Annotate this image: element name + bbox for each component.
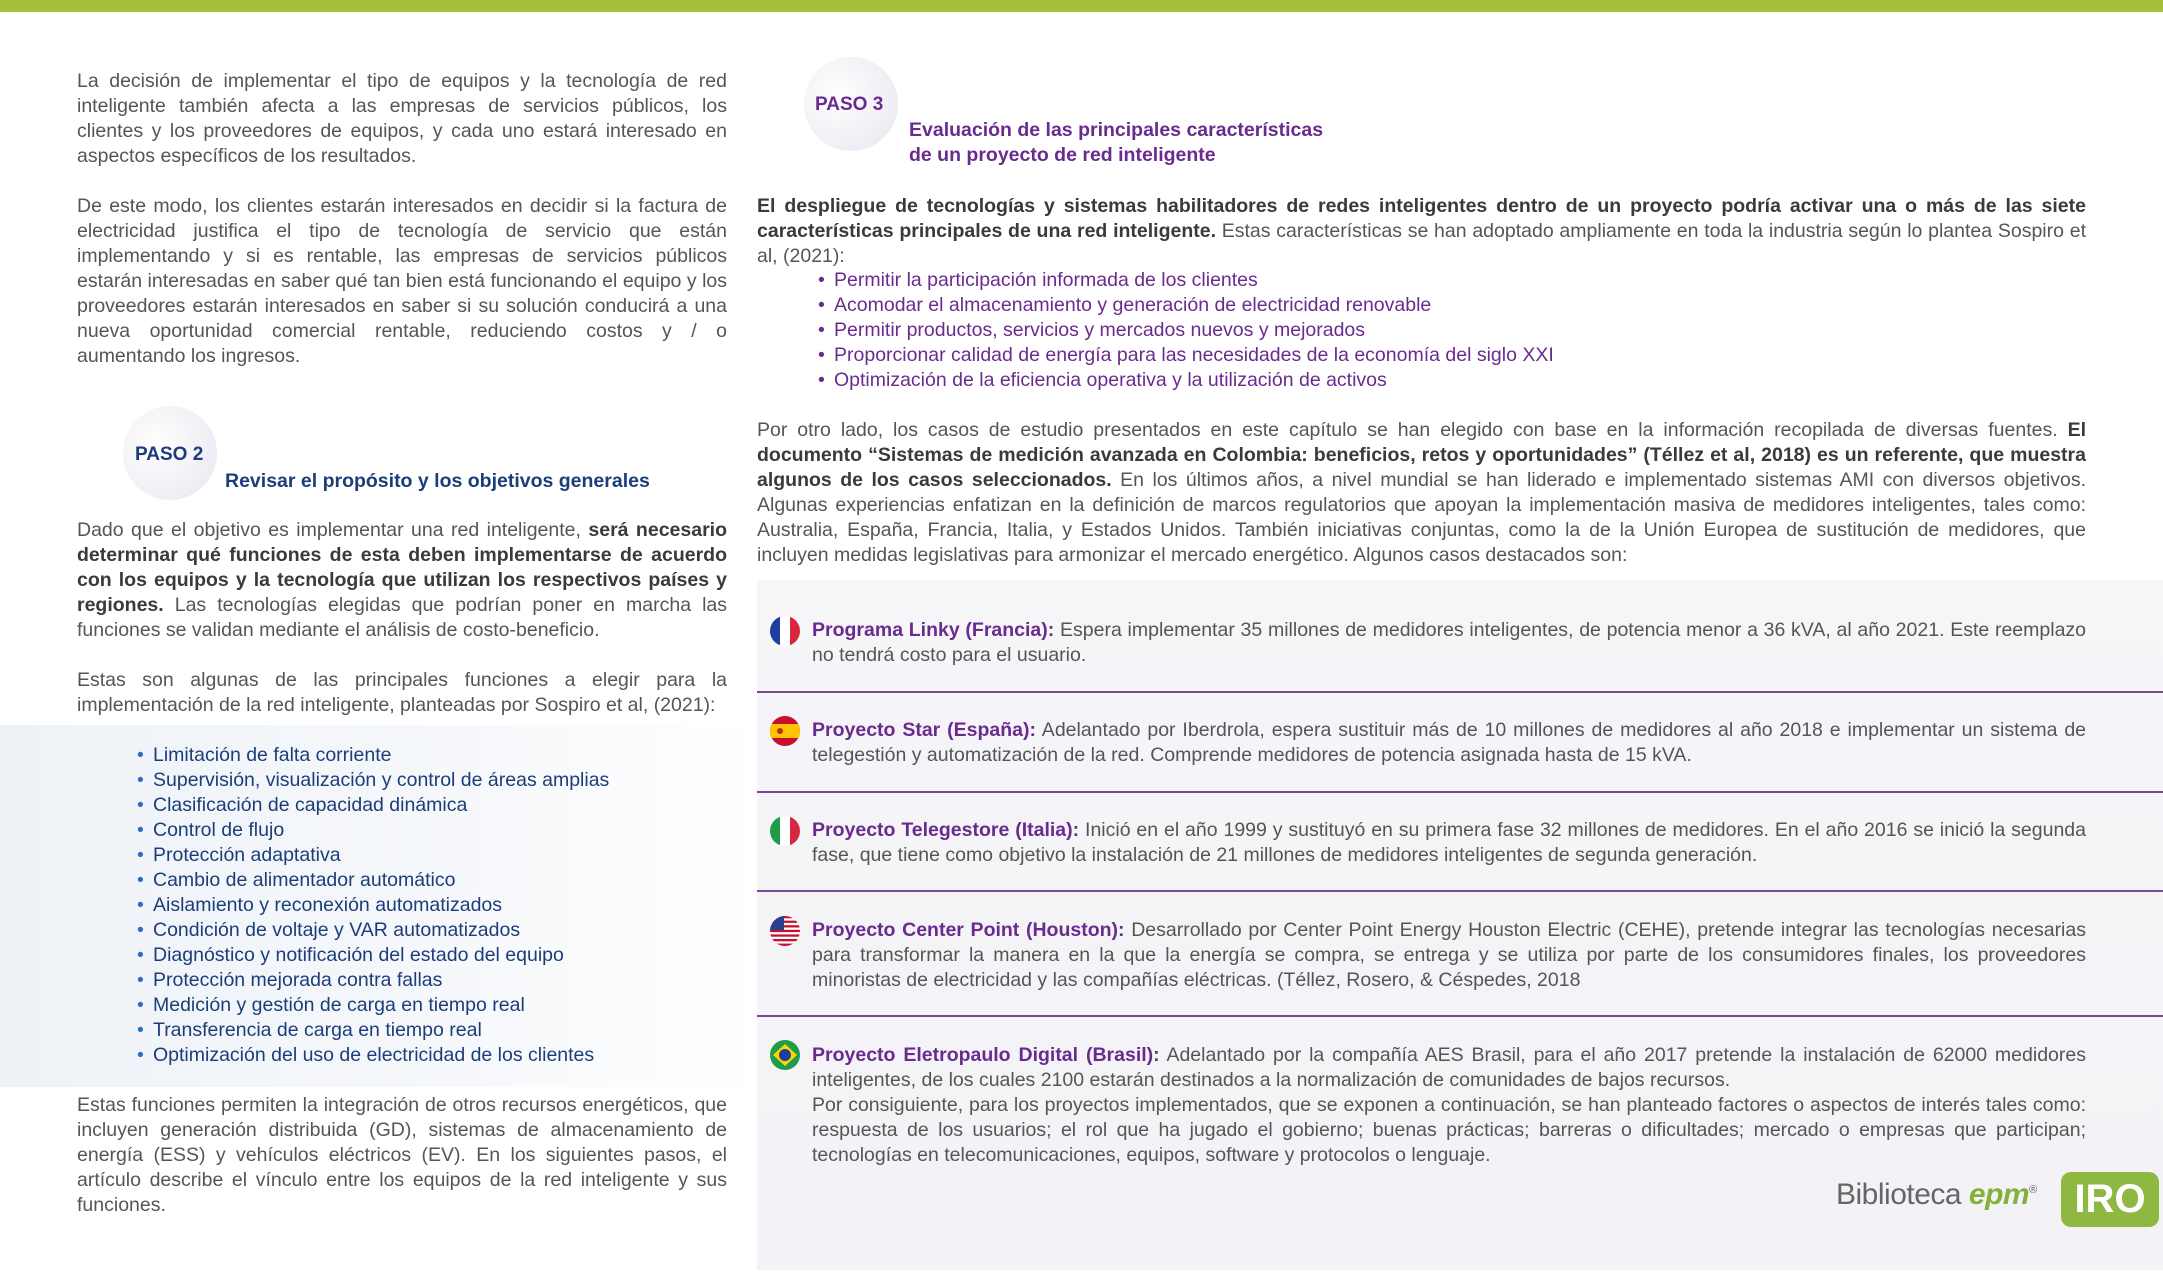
- case-studies-intro: Por otro lado, los casos de estudio presentados en este capítulo se han elegido con base en la información recopilada de diversas fuentes. El documento “Sistemas de medición avanzada en Colombia: beneficios, retos y oportunidades” (Téllez et al, 2018) es un referente, que muestra algunos de los casos seleccionados. En los últimos años, a nivel mundial se han liderado e implementado sistemas AMI con diversos objetivos. Algunas experiencias enfatizan en la definición de marcos regulatorios que apoyan la implementación masiva de medidores inteligentes, tales como: Australia, España, Francia, Italia, y Estados Unidos. También iniciativas conjuntas, como la de la Unión Europea de sustitución de medidores, que incluyen medidas legislativas para armonizar el mercado energético. Algunos casos destacados son:: [757, 419, 2086, 566]
- case-eletropaulo: Proyecto Eletropaulo Digital (Brasil): Adelantado por la compañía AES Brasil, para el año 2017 pretende la instalación de 62000 medidores inteligentes, de los cuales 2100 estarán destinados a la normalización de comunidades de bajos recursos.: [812, 1044, 2086, 1091]
- intro-paragraph-2: De este modo, los clientes estarán interesados en decidir si la factura de electricidad justifica el tipo de tecnología de servicio que están implementando y si es rentable, las empresas de servicios públicos estarán interesadas en saber qué tan bien está funcionando el equipo y los proveedores estarán interesados en saber si su solución conducirá a una nueva oportunidad comercial rentable, reduciendo costos y / o aumentando los ingresos.: [77, 195, 727, 367]
- biblioteca-epm-logo: Biblioteca epm®: [1836, 1178, 2037, 1211]
- paso-2-title: Revisar el propósito y los objetivos generales: [225, 470, 650, 492]
- list-item: • Protección mejorada contra fallas: [137, 968, 609, 993]
- case-divider: [757, 691, 2163, 693]
- list-item: • Optimización del uso de electricidad de los clientes: [137, 1043, 609, 1068]
- paso-2-label: PASO 2: [135, 444, 204, 465]
- functions-list: [137, 743, 609, 1068]
- case-divider: [757, 791, 2163, 793]
- characteristics-list: [818, 268, 1554, 393]
- functions-intro: Estas son algunas de las principales funciones a elegir para la implementación de la red inteligente, planteadas por Sospiro et al, (2021):: [77, 669, 727, 716]
- list-item: • Diagnóstico y notificación del estado del equipo: [137, 943, 609, 968]
- list-item: • Proporcionar calidad de energía para las necesidades de la economía del siglo XXI: [818, 343, 1554, 368]
- paso-3-paragraph: El despliegue de tecnologías y sistemas habilitadores de redes inteligentes dentro de un proyecto podría activar una o más de las siete características principales de una red inteligente. Estas características se han adoptado ampliamente en toda la industria según lo plantea Sospiro et al, (2021):: [757, 195, 2086, 267]
- list-item: • Supervisión, visualización y control de áreas amplias: [137, 768, 609, 793]
- list-item: • Limitación de falta corriente: [137, 743, 609, 768]
- list-item: • Aislamiento y reconexión automatizados: [137, 893, 609, 918]
- paso-2-paragraph: Dado que el objetivo es implementar una red inteligente, será necesario determinar qué funciones de esta deben implementarse de acuerdo con los equipos y la tecnología que utilizan los respectivos países y regiones. Las tecnologías elegidas que podrían poner en marcha las funciones se validan mediante el análisis de costo-beneficio.: [77, 519, 727, 641]
- list-item: • Permitir la participación informada de los clientes: [818, 268, 1554, 293]
- case-telegestore: Proyecto Telegestore (Italia): Inició en el año 1999 y sustituyó en su primera fase 32 millones de medidores. En el año 2016 se inició la segunda fase, que tiene como objetivo la instalación de 21 millones de medidores inteligentes de segunda generación.: [812, 819, 2086, 866]
- case-linky: Programa Linky (Francia): Espera implementar 35 millones de medidores inteligentes, de potencia menor a 36 kVA, al año 2021. Este reemplazo no tendrá costo para el usuario.: [812, 619, 2087, 666]
- list-item: • Medición y gestión de carga en tiempo real: [137, 993, 609, 1018]
- list-item: • Clasificación de capacidad dinámica: [137, 793, 609, 818]
- top-accent-bar: [0, 0, 2163, 12]
- brazil-flag-icon: [770, 1040, 800, 1070]
- case-divider: [757, 1015, 2163, 1017]
- case-star: Proyecto Star (España): Adelantado por Iberdrola, espera sustituir más de 10 millones de medidores al año 2018 e implementar un sistema de telegestión y automatización de la red. Comprende medidores de potencia asignada hasta de 15 kVA.: [812, 719, 2087, 766]
- usa-flag-icon: [770, 916, 800, 946]
- functions-closing-paragraph: Estas funciones permiten la integración de otros recursos energéticos, que incluyen generación distribuida (GD), sistemas de almacenamiento de energía (ESS) y vehículos eléctricos (EV). En los siguientes pasos, el artículo describe el vínculo entre los equipos de la red inteligente y sus funciones.: [77, 1094, 727, 1216]
- case-divider: [757, 890, 2163, 892]
- list-item: • Permitir productos, servicios y mercados nuevos y mejorados: [818, 318, 1554, 343]
- paso-3-title: Evaluación de las principales características de un proyecto de red inteligente: [909, 119, 1324, 166]
- list-item: • Condición de voltaje y VAR automatizados: [137, 918, 609, 943]
- intro-paragraph-1: La decisión de implementar el tipo de equipos y la tecnología de red inteligente también afecta a las empresas de servicios públicos, los clientes y los proveedores de equipos, y cada uno estará interesado en aspectos específicos de los resultados.: [77, 70, 727, 167]
- list-item: • Cambio de alimentador automático: [137, 868, 609, 893]
- cases-closing-paragraph: Por consiguiente, para los proyectos implementados, que se exponen a continuación, se han planteado factores o aspectos de interés tales como: respuesta de los usuarios; el rol que ha jugado el gobierno; buenas prácticas; barreras o dificultades; mercado o empresas que participan; tecnologías en telecomunicaciones, equipos, software y protocolos o lenguaje.: [812, 1094, 2086, 1166]
- spain-flag-icon: [770, 716, 800, 746]
- list-item: • Acomodar el almacenamiento y generación de electricidad renovable: [818, 293, 1554, 318]
- list-item: • Protección adaptativa: [137, 843, 609, 868]
- italy-flag-icon: [770, 816, 800, 846]
- list-item: • Control de flujo: [137, 818, 609, 843]
- france-flag-icon: [770, 616, 800, 646]
- case-center-point: Proyecto Center Point (Houston): Desarrollado por Center Point Energy Houston Electric (CEHE), pretende integrar las tecnologías necesarias para transformar la manera en la que la energía se compra, se entrega y se utiliza por parte de los consumidores finales, los proveedores minoristas de electricidad y las compañías eléctricas. (Téllez, Rosero, & Céspedes, 2018: [812, 919, 2086, 991]
- list-item: • Optimización de la eficiencia operativa y la utilización de activos: [818, 368, 1554, 393]
- paso-3-label: PASO 3: [815, 94, 884, 115]
- list-item: • Transferencia de carga en tiempo real: [137, 1018, 609, 1043]
- iro-badge: IRO: [2061, 1172, 2159, 1227]
